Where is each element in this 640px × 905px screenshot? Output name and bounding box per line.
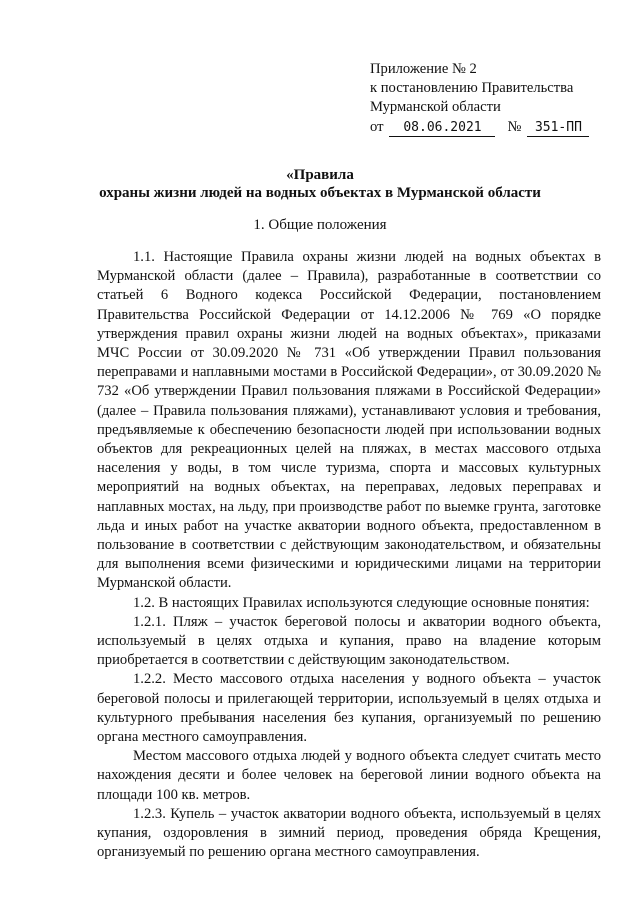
title-line-2: охраны жизни людей на водных объектах в Мурманской области [99,185,541,201]
decree-number: 351-ПП [527,120,589,137]
paragraph-1-1: 1.1. Настоящие Правила охраны жизни людей на водных объектах в Мурманской области (далее – Правила), разработанные в соответствии со статьей 6 Водного кодекса Российской Федерации, постановлением Правительства Российской Федерации от 14.12.2006 № 769 «О порядке утверждения правил охраны жизни людей на водных объектах», приказами МЧС России от 30.09.2020 № 731 «Об утверждении Правил пользования переправами и наплавными мостами в Российской Федерации», от 30.09.2020 № 732 «Об утверждении Правил пользования пляжами в Российской Федерации» (далее – Правила пользования пляжами), устанавливают условия и требования, предъявляемые к обеспечению безопасности людей при использовании водных объектов для рекреационных целей на пляжах, в местах массового отдыха населения у воды, в том числе туризма, спорта и массовых культурных мероприятий на водных объектах, на переправах, ледовых переправах и наплавных мостах, на льду, при производстве работ по выемке грунта, заготовке льда и иных работ на участке акватории водного объекта, предоставленном в пользование в соответствии с действующим законодательством, и обязательны для выполнения всеми физическими и юридическими лицами на территории Мурманской области. [97,249,601,592]
number-label: № [507,119,522,135]
section-heading: 1. Общие положения [253,217,387,233]
paragraph-mass-rest-definition: Местом массового отдыха людей у водного объекта следует считать место нахождения десяти и более человек на береговой линии водного объекта на площади 100 кв. метров. [97,748,601,803]
title-line-1: «Правила [286,167,354,183]
paragraph-1-2: 1.2. В настоящих Правилах используются следующие основные понятия: [133,594,590,611]
from-label: от [370,119,384,135]
annex-title: Приложение № 2 [370,61,477,77]
annex-decree-line: к постановлению Правительства [370,80,574,96]
paragraph-1-2-3: 1.2.3. Купель – участок акватории водного объекта, используемый в целях купания, оздоровления в зимний период, проведения обряда Крещения, организуемый по решению органа местного самоуправления. [97,805,601,861]
annex-header [370,60,620,137]
paragraph-1-2-1: 1.2.1. Пляж – участок береговой полосы и акватории водного объекта, используемый в целях отдыха и купания, право на владение которым приобретается в соответствии с действующим законодательством. [97,613,601,669]
annex-date-number-row [370,118,620,137]
document-body [97,248,601,863]
document-title [0,166,640,202]
paragraph-1-2-2: 1.2.2. Место массового отдыха населения у водного объекта – участок береговой полосы и прилегающей территории, используемый в целях отдыха и культурного пребывания населения без купания, организуемый по решению органа местного самоуправления. [97,671,601,746]
decree-date: 08.06.2021 [389,120,495,137]
annex-region-line: Мурманской области [370,99,501,115]
